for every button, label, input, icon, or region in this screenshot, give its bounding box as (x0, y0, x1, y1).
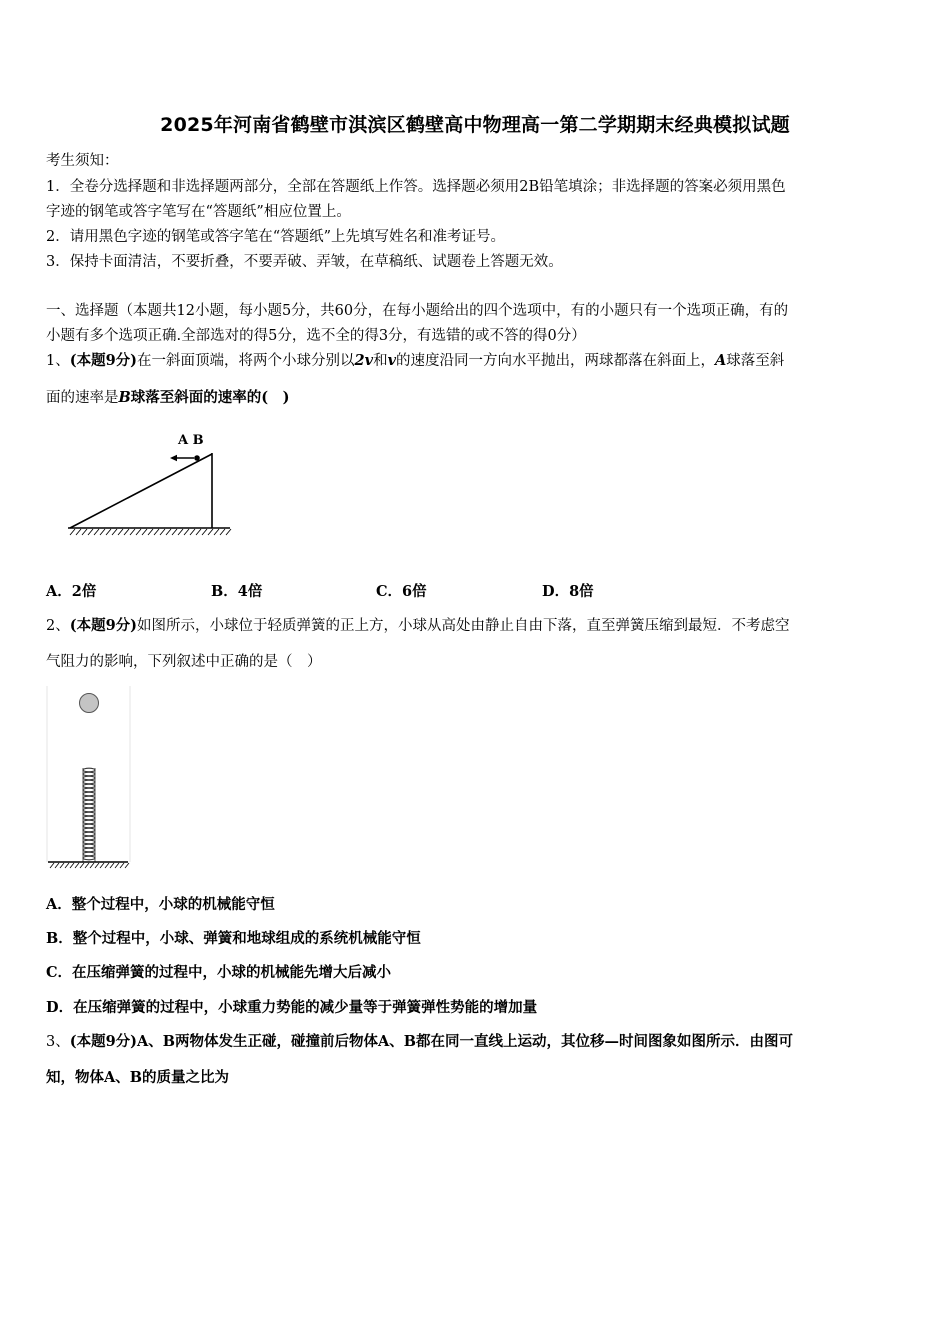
q1-line-1 (46, 350, 916, 372)
q3-text-1: A、B两物体发生正碰，碰撞前后物体A、B都在同一直线上运动，其位移—时间图象如图所示．由图可 (137, 1033, 794, 1050)
q2-option-a[interactable]: A．整个过程中，小球的机械能守恒 (46, 896, 275, 913)
notice-heading: 考生须知： (46, 153, 119, 169)
q1-text-3: 的速度沿同一方向水平抛出，两球都落在斜面上， (396, 353, 715, 369)
notice-item-2: 2．请用黑色字迹的钢笔或答字笔在“答题纸”上先填写姓名和准考证号。 (46, 229, 506, 245)
page-title: 2025年河南省鹤壁市淇滨区鹤壁高中物理高一第二学期期末经典模拟试题 (160, 114, 790, 136)
section-intro-line-2: 小题有多个选项正确.全部选对的得5分，选不全的得3分，有选错的或不答的得0分） (46, 328, 586, 344)
q2-number: 2、 (46, 618, 70, 634)
q1-option-d[interactable]: D．8倍 (542, 583, 594, 600)
q2-line-1 (46, 615, 916, 637)
notice-item-1-line-1: 1．全卷分选择题和非选择题两部分，全部在答题纸上作答。选择题必须用2B铅笔填涂；非选择题的答案必须用黑色 (46, 179, 786, 195)
q1-text-4: 球落至斜 (726, 353, 785, 369)
q2-points: (本题9分) (69, 617, 138, 634)
spring-figure (46, 686, 132, 872)
q1-line-2 (46, 387, 916, 409)
q1-speed-1: 2v (354, 352, 374, 369)
q2-option-b[interactable]: B．整个过程中，小球、弹簧和地球组成的系统机械能守恒 (46, 930, 421, 947)
q1-ball-b: B (118, 389, 131, 406)
q2-option-c[interactable]: C．在压缩弹簧的过程中，小球的机械能先增大后减小 (46, 964, 392, 981)
notice-item-1-line-2: 字迹的钢笔或答字笔写在“答题纸”相应位置上。 (46, 204, 351, 220)
q3-line-2: 知，物体A、B的质量之比为 (46, 1069, 230, 1086)
q1-points: (本题9分) (69, 352, 138, 369)
q1-option-c[interactable]: C．6倍 (376, 583, 427, 600)
q2-option-d[interactable]: D．在压缩弹簧的过程中，小球重力势能的减少量等于弹簧弹性势能的增加量 (46, 999, 538, 1016)
spring-icon (83, 768, 95, 860)
q3-points: (本题9分) (69, 1033, 138, 1050)
q3-line-1 (46, 1031, 916, 1053)
q1-text-1: 在一斜面顶端，将两个小球分别以 (137, 353, 355, 369)
q1-option-b[interactable]: B．4倍 (211, 583, 263, 600)
incline-figure (66, 448, 232, 538)
q3-number: 3、 (46, 1034, 70, 1050)
ball-icon (80, 694, 99, 713)
q1-figure-label: A B (178, 433, 204, 448)
q2-line-2: 气阻力的影响，下列叙述中正确的是（ ） (46, 654, 322, 670)
q1-text-5: 面的速率是 (46, 390, 119, 406)
q1-text-6: 球落至斜面的速率的( ) (130, 389, 290, 406)
q1-number: 1、 (46, 353, 70, 369)
notice-item-3: 3．保持卡面清洁，不要折叠，不要弄破、弄皱，在草稿纸、试题卷上答题无效。 (46, 254, 563, 270)
q1-text-2: 和 (373, 353, 388, 369)
section-intro-line-1: 一、选择题（本题共12小题，每小题5分，共60分，在每小题给出的四个选项中，有的小题只有一个选项正确，有的 (46, 303, 789, 319)
q1-option-a[interactable]: A．2倍 (46, 583, 97, 600)
q2-text-1: 如图所示，小球位于轻质弹簧的正上方，小球从高处由静止自由下落，直至弹簧压缩到最短．不考虑空 (137, 618, 790, 634)
q1-ball-a: A (715, 352, 727, 369)
q1-speed-2: v (387, 352, 396, 369)
